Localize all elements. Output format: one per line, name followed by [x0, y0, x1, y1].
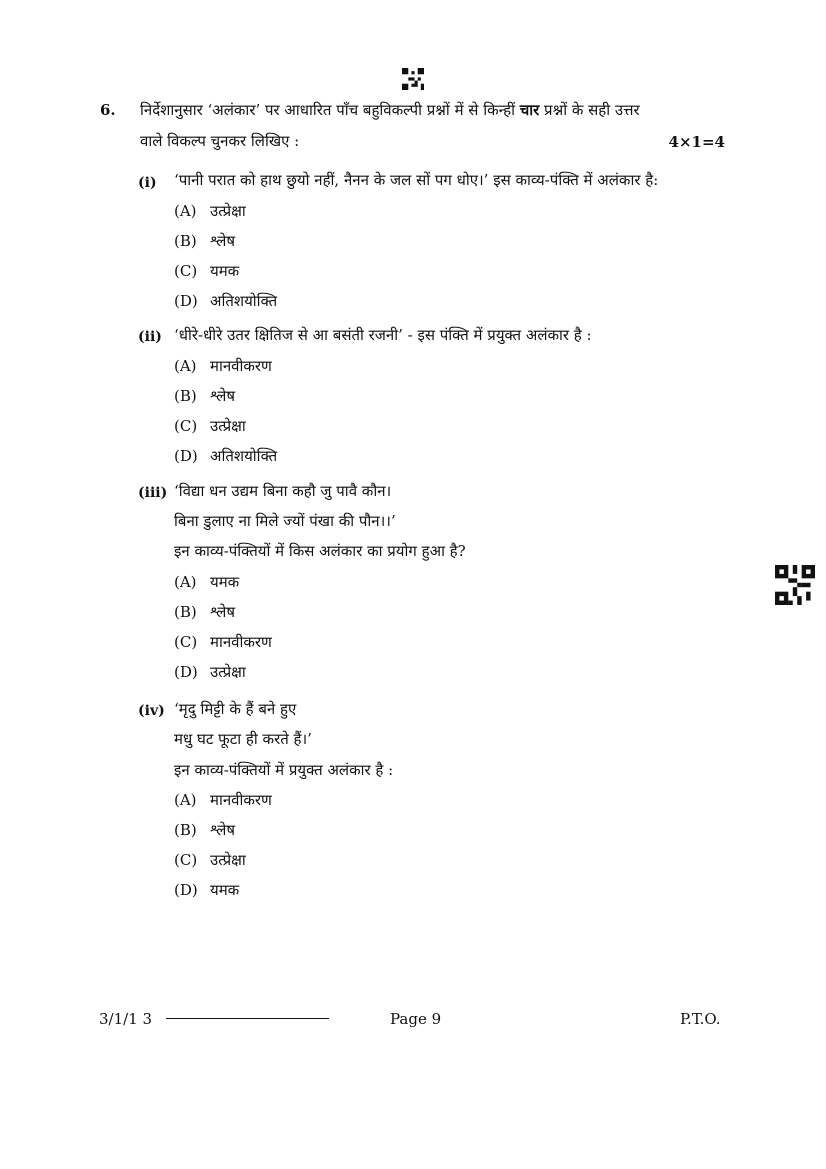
option: (D) यमक: [174, 881, 240, 899]
page-number: Page 9: [390, 1010, 442, 1028]
option: (C) मानवीकरण: [174, 633, 272, 651]
marks-allocation: 4×1=4: [668, 133, 725, 151]
subquestion-stem: इन काव्य-पंक्तियों में किस अलंकार का प्रयोग हुआ है?: [174, 542, 466, 560]
option: (A) उत्प्रेक्षा: [174, 202, 246, 220]
subquestion-stem: ‘पानी परात को हाथ छुयो नहीं, नैनन के जल सों पग धोए।’ इस काव्य-पंक्ति में अलंकार है:: [174, 171, 659, 189]
option: (B) श्लेष: [174, 387, 236, 405]
option: (A) यमक: [174, 573, 240, 591]
question-instruction: निर्देशानुसार ‘अलंकार’ पर आधारित पाँच बहुविकल्पी प्रश्नों में से किन्हीं चार प्रश्नों के सही उत्तर: [140, 101, 640, 119]
subquestion-stem: ‘मृदु मिट्टी के हैं बने हुए: [174, 700, 297, 718]
pto-label: P.T.O.: [680, 1010, 721, 1028]
option: (D) उत्प्रेक्षा: [174, 663, 246, 681]
subquestion-stem: ‘धीरे-धीरे उतर क्षितिज से आ बसंती रजनी’ - इस पंक्ति में प्रयुक्त अलंकार है :: [174, 326, 592, 344]
subquestion-stem: ‘विद्या धन उद्यम बिना कहौ जु पावै कौन।: [174, 482, 392, 500]
option: (C) यमक: [174, 262, 240, 280]
subquestion-label: (iv): [138, 703, 165, 719]
option: (D) अतिशयोक्ति: [174, 292, 278, 310]
subquestion-label: (i): [138, 175, 157, 191]
footer-divider: [166, 1018, 329, 1019]
question-number: 6.: [100, 101, 116, 119]
option: (D) अतिशयोक्ति: [174, 447, 278, 465]
option: (B) श्लेष: [174, 232, 236, 250]
option: (C) उत्प्रेक्षा: [174, 417, 246, 435]
option: (A) मानवीकरण: [174, 357, 272, 375]
subquestion-stem: मधु घट फूटा ही करते हैं।’: [174, 730, 312, 748]
option: (B) श्लेष: [174, 821, 236, 839]
option: (C) उत्प्रेक्षा: [174, 851, 246, 869]
paper-code: 3/1/1 3: [99, 1010, 153, 1028]
instruction-emphasis: चार: [519, 101, 540, 119]
option: (B) श्लेष: [174, 603, 236, 621]
subquestion-label: (iii): [138, 485, 168, 501]
option: (A) मानवीकरण: [174, 791, 272, 809]
qr-code-icon-top: [402, 68, 424, 90]
question-instruction-line2: वाले विकल्प चुनकर लिखिए :: [140, 132, 300, 150]
qr-code-icon-side: [775, 565, 815, 605]
subquestion-stem: इन काव्य-पंक्तियों में प्रयुक्त अलंकार है :: [174, 761, 394, 779]
subquestion-label: (ii): [138, 329, 162, 345]
subquestion-stem: बिना डुलाए ना मिले ज्यों पंखा की पौन।।’: [174, 512, 396, 530]
